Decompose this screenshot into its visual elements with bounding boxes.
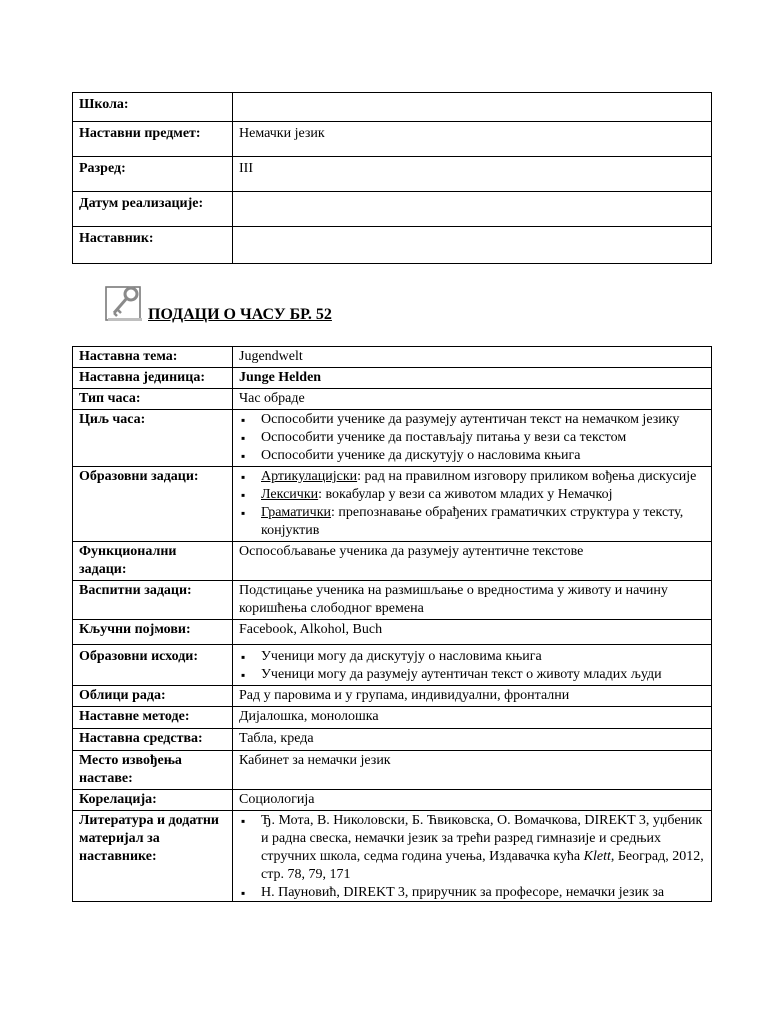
list-item xyxy=(239,468,705,486)
outcomes-cell xyxy=(233,645,712,686)
teacher-label: Наставник: xyxy=(73,227,233,264)
functional-value: Оспособљавање ученика да разумеју аутентичне текстове xyxy=(233,542,712,581)
functional-label: Функционални задаци: xyxy=(73,542,233,581)
table-row xyxy=(73,410,712,467)
table-row xyxy=(73,227,712,264)
topic-label: Наставна тема: xyxy=(73,347,233,368)
task-term: Артикулацијски xyxy=(261,469,358,484)
edu-tasks-label: Образовни задаци: xyxy=(73,467,233,542)
lit-text: Ђ. Мота, В. Николовски, Б. Ћвиковска, О. Вомачкова, DIREKT 3, уџбеник и радна свеска, немачки језик за трећи разред гимназије и средњих стручних школа, седма година учења, Издавачка кућа xyxy=(261,813,703,864)
correlation-label: Корелација: xyxy=(73,790,233,811)
table-row xyxy=(73,157,712,192)
lesson-table xyxy=(72,346,712,902)
table-row xyxy=(73,645,712,686)
table-row xyxy=(73,581,712,620)
task-text: : препознавање обрађених граматичких структура у тексту, конјуктив xyxy=(261,505,684,538)
task-term: Лексички xyxy=(261,487,319,502)
list-item: ▪ Оспособити ученике да постављају питања у вези са текстом xyxy=(239,429,705,447)
literature-label: Литература и додатни материјал за наставнике: xyxy=(73,811,233,902)
place-value: Кабинет за немачки језик xyxy=(233,751,712,790)
goal-label: Циљ часа: xyxy=(73,410,233,467)
literature-cell xyxy=(233,811,712,902)
methods-label: Наставне методе: xyxy=(73,707,233,729)
task-text: : вокабулар у вези са животом младих у Немачкој xyxy=(318,487,613,502)
table-row xyxy=(73,192,712,227)
forms-value: Рад у паровима и у групама, индивидуални, фронтални xyxy=(233,686,712,707)
table-row xyxy=(73,707,712,729)
table-row xyxy=(73,389,712,410)
table-row xyxy=(73,467,712,542)
means-label: Наставна средства: xyxy=(73,729,233,751)
grade-label: Разред: xyxy=(73,157,233,192)
table-row xyxy=(73,790,712,811)
page-title: ПОДАЦИ О ЧАСУ БР. 52 xyxy=(148,306,332,323)
goal-list xyxy=(239,411,705,465)
lit-text: Н. Пауновић, DIREKT 3, приручник за професоре, немачки језик за xyxy=(261,885,665,900)
outcomes-list xyxy=(239,648,705,684)
means-value: Табла, креда xyxy=(233,729,712,751)
unit-value: Junge Helden xyxy=(233,368,712,389)
type-value: Час обраде xyxy=(233,389,712,410)
date-value xyxy=(233,192,712,227)
list-item: ▪ Оспособити ученике да разумеју аутентичан текст на немачком језику xyxy=(239,411,705,429)
task-text: : рад на правилном изговору приликом вођења дискусије xyxy=(357,469,697,484)
table-row xyxy=(73,686,712,707)
upbringing-value: Подстицање ученика на размишљање о вредностима у животу и начину коришћења слободног времена xyxy=(233,581,712,620)
table-row xyxy=(73,347,712,368)
school-info-table xyxy=(72,92,712,264)
subject-value: Немачки језик xyxy=(233,122,712,157)
topic-value: Jugendwelt xyxy=(233,347,712,368)
list-item xyxy=(239,504,705,540)
list-item xyxy=(239,486,705,504)
literature-clip xyxy=(239,812,705,900)
list-item: ▪ Ученици могу да дискутују о насловима књига xyxy=(239,648,705,666)
forms-label: Облици рада: xyxy=(73,686,233,707)
list-item: ▪ Оспособити ученике да дискутују о насловима књига xyxy=(239,447,705,465)
school-label: Школа: xyxy=(73,93,233,122)
goal-cell xyxy=(233,410,712,467)
list-item xyxy=(239,812,705,884)
keywords-value: Facebook, Alkohol, Buch xyxy=(233,620,712,645)
table-row xyxy=(73,729,712,751)
table-row xyxy=(73,620,712,645)
upbringing-label: Васпитни задаци: xyxy=(73,581,233,620)
school-value xyxy=(233,93,712,122)
edu-tasks-list xyxy=(239,468,705,540)
literature-list xyxy=(239,812,705,900)
teacher-value xyxy=(233,227,712,264)
unit-label: Наставна јединица: xyxy=(73,368,233,389)
table-row xyxy=(73,368,712,389)
type-label: Тип часа: xyxy=(73,389,233,410)
table-row xyxy=(73,122,712,157)
grade-value: III xyxy=(233,157,712,192)
table-row xyxy=(73,811,712,902)
list-item: ▪ Ученици могу да разумеју аутентичан текст о животу младих људи xyxy=(239,666,705,684)
key-icon xyxy=(105,283,145,323)
place-label: Место извођења наставе: xyxy=(73,751,233,790)
correlation-value: Социологија xyxy=(233,790,712,811)
subject-label: Наставни предмет: xyxy=(73,122,233,157)
task-term: Граматички xyxy=(261,505,331,520)
edu-tasks-cell xyxy=(233,467,712,542)
table-row xyxy=(73,751,712,790)
list-item xyxy=(239,884,705,900)
date-label: Датум реализације: xyxy=(73,192,233,227)
table-row xyxy=(73,542,712,581)
methods-value: Дијалошка, монолошка xyxy=(233,707,712,729)
lit-after: , Београд, 2012, стр. 78, 79, 171 xyxy=(261,849,704,882)
table-row xyxy=(73,93,712,122)
outcomes-label: Образовни исходи: xyxy=(73,645,233,686)
lit-publisher: Klett xyxy=(583,849,611,864)
keywords-label: Кључни појмови: xyxy=(73,620,233,645)
